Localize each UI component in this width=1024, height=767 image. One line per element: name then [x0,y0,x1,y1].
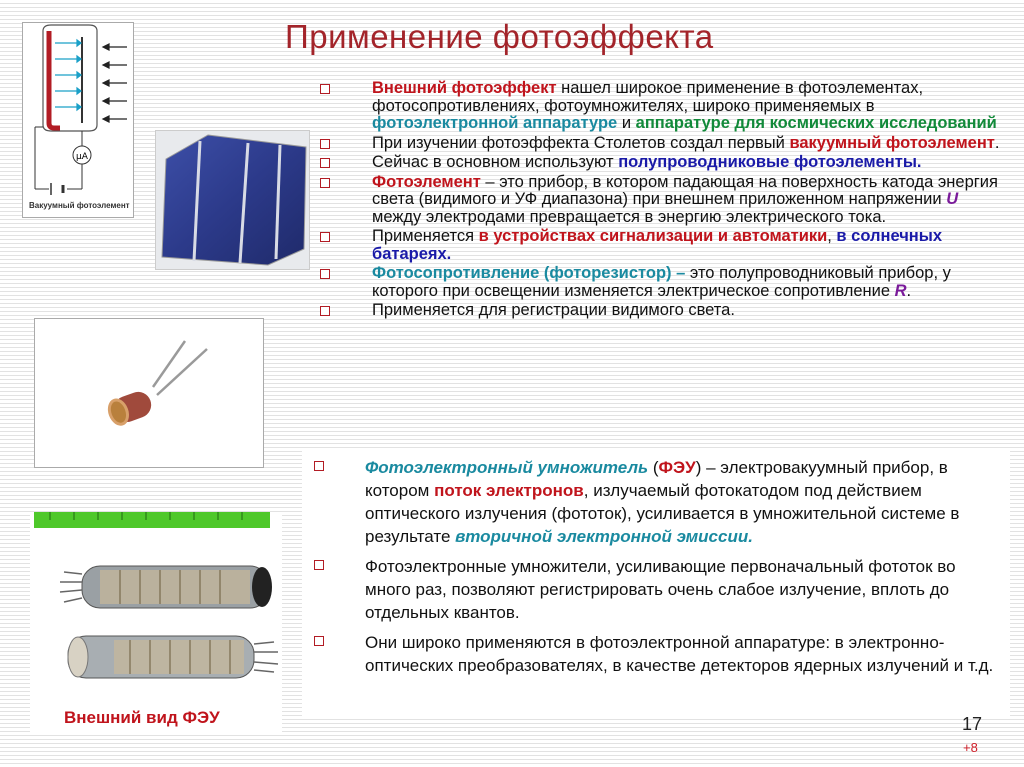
item-text: , [827,227,837,245]
bullet-icon [320,306,330,316]
symbol-u: U [946,190,959,208]
solar-cell-graphic [156,131,311,271]
pmt-caption: Внешний вид ФЭУ [64,708,220,727]
item-text: между электродами превращается в энергию электрического тока. [372,207,887,226]
item-text: нашел широкое применение в фотоэлементах, фотосопротивлениях, фотоумножителях, широко применяемых в [372,79,924,115]
photoeffect-list [320,80,1000,322]
term-alarm-automation: в устройствах сигнализации и автоматики [478,227,828,245]
bullet-icon [314,461,324,471]
pmt-image [30,512,282,734]
item-text: Сейчас в основном используют [372,153,619,171]
item-text: При изучении фотоэффекта Столетов создал первый [372,133,790,152]
item-text: . [906,281,912,300]
term-vacuum-photocell: вакуумный фотоэлемент [789,133,995,152]
photoresistor-graphic [35,319,263,467]
term-external-effect: Внешний фотоэффект [372,79,557,97]
term-semiconductor-photocells: полупроводниковые фотоэлементы. [618,153,922,171]
item-text: Применяется [372,227,479,245]
bullet-icon [320,84,330,94]
pmt-graphic [30,512,282,702]
item-text: , излучаемый фотокатодом под действием оптического излучения (фототок), усиливается в умножительной системе в результате [365,481,960,546]
photoresistor-image [34,318,264,468]
item-text: – это прибор, в котором падающая на поверхность катода энергия света (видимого и УФ диапазона) при внешнем приложенном напряжении [372,172,998,208]
term-photoresistor: Фотосопротивление (фоторезистор) – [372,264,686,282]
list-item [312,456,1002,548]
page-plus: +8 [963,740,978,755]
list-item [320,265,1000,300]
bullet-icon [314,560,324,570]
pmt-list [312,456,1002,684]
list-item [320,154,1000,172]
item-text: Они широко применяются в фотоэлектронной аппаратуре: в электронно-оптических преобразователях, в качестве детекторов ядерных излучений и т.д. [365,633,994,675]
item-text: ) – электровакуумный прибор, в котором [365,458,948,500]
microamp-label: μA [76,152,88,162]
vacuum-photocell-panel [22,22,134,218]
item-text: это полупроводниковый прибор, у которого при освещении изменяется электрическое сопротивление [372,264,951,300]
pmt-text-panel [302,448,1010,718]
item-text: Применяется для регистрации видимого света. [372,301,735,319]
term-photoelectronic-apparatus: фотоэлектронной аппаратуре [372,114,618,132]
page-number: 17 [962,714,983,734]
list-item [312,555,1002,624]
list-item [312,631,1002,677]
list-item [320,302,1000,320]
item-text: ( [648,458,659,477]
symbol-r: R [894,281,907,300]
term-secondary-emission: вторичной электронной эмиссии. [455,527,753,546]
item-text: и [617,114,636,132]
list-item [320,135,1000,153]
solar-cell-image [155,130,310,270]
bullet-icon [320,139,330,149]
item-text: Фотоэлектронные умножители, усиливающие первоначальный фототок во много раз, позволяют регистрировать очень слабое излучение, вплоть до отдельных квантов. [365,557,956,622]
bullet-icon [320,158,330,168]
vacuum-photocell-caption: Вакуумный фотоэлемент [29,201,130,210]
bullet-icon [320,232,330,242]
bullet-icon [314,636,324,646]
term-space-research: аппаратуре для космических исследований [635,114,997,132]
term-pmt: Фотоэлектронный умножитель [365,458,649,477]
term-solar-batteries: в солнечных батареях. [372,227,943,263]
slide-title: Применение фотоэффекта [285,18,714,55]
term-electron-flow: поток электронов [434,481,584,500]
vacuum-photocell-diagram [23,23,133,199]
bullet-icon [320,178,330,188]
term-feu: ФЭУ [658,458,696,477]
item-text: . [994,133,1000,152]
list-item [320,80,1000,133]
term-photocell: Фотоэлемент [372,172,481,191]
list-item [320,228,1000,263]
list-item [320,174,1000,227]
bullet-icon [320,269,330,279]
